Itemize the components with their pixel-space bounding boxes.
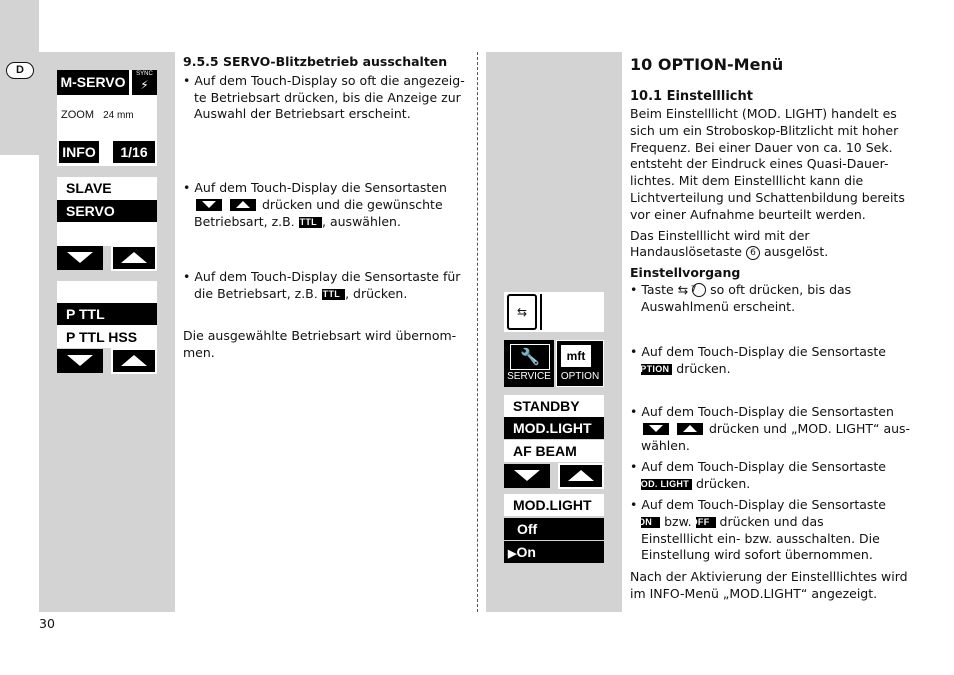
screen-mservo [57, 70, 157, 166]
menu-item-standby[interactable]: STANDBY [504, 395, 604, 417]
instruction-1: • Auf dem Touch-Display so oft die angezeig-te Betriebsart drücken, bis die Anzeige zur Auswahl der Betriebsart erscheint. [183, 72, 465, 122]
page-number: 30 [39, 616, 55, 631]
up-arrow-icon [230, 199, 256, 211]
mft-icon: mft [561, 345, 591, 367]
down-arrow-icon [643, 423, 669, 435]
trigger-paragraph: Das Einstelllicht wird mit der Handauslösetaste 6 ausgelöst. [630, 227, 829, 260]
down-arrow-button[interactable] [504, 464, 550, 488]
service-menu-button[interactable] [504, 340, 554, 387]
section-title: 10.1 Einstelllicht [630, 89, 753, 104]
instruction-3: • Auf dem Touch-Display die Sensortaste für die Betriebsart, z.B. P TTL , drücken. [183, 269, 461, 301]
sync-label: SYNC [136, 71, 153, 77]
modlight-title: MOD.LIGHT [504, 494, 604, 516]
step-2: • Auf dem Touch-Display die Sensortaste OPTION drücken. [630, 344, 887, 376]
arrow-down-icon [67, 252, 93, 263]
language-tab: D [6, 62, 34, 79]
closing-paragraph: Nach der Aktivierung der Einstelllichtes wird im INFO-Menü „MOD.LIGHT“ angezeigt. [630, 569, 908, 601]
down-arrow-icon [196, 199, 222, 211]
menu-item-modlight[interactable]: MOD.LIGHT [504, 417, 604, 439]
pttl-tag: P TTL [322, 289, 345, 300]
down-arrow-button[interactable] [57, 349, 103, 373]
service-label: SERVICE [507, 371, 551, 382]
zoom-value: 24 mm [103, 110, 134, 121]
sync-flash-icon: SYNC ⚡ [132, 70, 157, 95]
instruction-2: • Auf dem Touch-Display die Sensortasten drücken und die gewünschte Betriebsart, z.B. P TTL , auswählen. [183, 180, 447, 229]
up-arrow-button[interactable] [558, 463, 604, 489]
step-5: • Auf dem Touch-Display die Sensortaste ON bzw. OFF drücken und das Einstelllicht ein- bzw. ausschalten. Die Einstellung wird sofort übernommen. [630, 497, 887, 563]
menu-item-slave[interactable]: SLAVE [57, 177, 157, 199]
arrow-up-icon [121, 355, 147, 366]
arrow-up-icon [121, 252, 147, 263]
screen-modlight [504, 494, 604, 564]
option-tag: OPTION [641, 364, 672, 375]
on-tag: ON [641, 517, 660, 528]
zoom-label: ZOOM [61, 109, 94, 121]
arrow-down-icon [514, 470, 540, 481]
screen-slave-servo [57, 177, 157, 272]
flash-head-icon: ⇆ [507, 294, 537, 330]
option-label: OPTION [560, 371, 600, 382]
mode-label: M-SERVO [57, 70, 129, 95]
up-arrow-button[interactable] [111, 245, 157, 271]
result-note: Die ausgewählte Betriebsart wird übernom-men. [183, 328, 457, 360]
wrench-icon: 🔧 [510, 344, 550, 370]
step-3: • Auf dem Touch-Display die Sensortasten drücken und „MOD. LIGHT“ aus- wählen. [630, 404, 911, 453]
modlight-tag: MOD. LIGHT [641, 479, 692, 490]
left-text-column [183, 54, 468, 360]
menu-item-afbeam[interactable]: AF BEAM [504, 440, 604, 462]
step-1: • Taste ⇆ 7 so oft drücken, bis das Auswahlmenü erscheint. [630, 281, 852, 314]
zoom-readout [61, 109, 134, 121]
menu-item-pttl-hss[interactable]: P TTL HSS [57, 326, 157, 348]
up-arrow-icon [677, 423, 703, 435]
menu-item-servo[interactable]: SERVO [57, 200, 157, 222]
arrow-up-icon [568, 470, 594, 481]
off-tag: OFF [696, 517, 716, 528]
right-text-column [630, 55, 910, 316]
callout-number: 6 [746, 246, 760, 260]
callout-number: 7 [692, 283, 706, 297]
menu-item-pttl[interactable]: P TTL [57, 303, 157, 325]
screen-option-list [504, 395, 604, 487]
ratio-button[interactable]: 1/16 [113, 141, 155, 163]
pttl-tag: P TTL [299, 217, 322, 228]
down-arrow-button[interactable] [57, 246, 103, 270]
screen-pttl [57, 281, 157, 373]
step-4: • Auf dem Touch-Display die Sensortaste MOD. LIGHT drücken. [630, 459, 887, 491]
screen-menu-icons [504, 292, 604, 387]
swap-icon: ⇆ [677, 281, 689, 297]
option-on[interactable] [504, 541, 604, 563]
intro-paragraph: Beim Einstelllicht (MOD. LIGHT) handelt es sich um ein Stroboskop-Blitzlicht mit hoher Frequenz. Bei einer Dauer von ca. 10 Sek. entsteht der Eindruck eines Quasi-Dauer-lichtes. Mit dem Einstelllicht kann die Lichtverteilung und Schattenbildung bereits vor einer Aufnahme beurteilt werden. [630, 106, 905, 222]
option-menu-button[interactable] [556, 340, 604, 387]
chapter-title: 10 OPTION-Menü [630, 55, 784, 74]
procedure-heading: Einstellvorgang [630, 265, 741, 281]
option-on-label: On [516, 544, 536, 560]
up-arrow-button[interactable] [111, 348, 157, 374]
arrow-down-icon [67, 355, 93, 366]
section-heading: 9.5.5 SERVO-Blitzbetrieb ausschalten [183, 54, 448, 69]
option-off[interactable]: Off [504, 518, 604, 540]
selection-arrow-icon: ▶ [508, 548, 517, 560]
info-button[interactable]: INFO [59, 141, 99, 163]
page-divider [477, 52, 479, 612]
